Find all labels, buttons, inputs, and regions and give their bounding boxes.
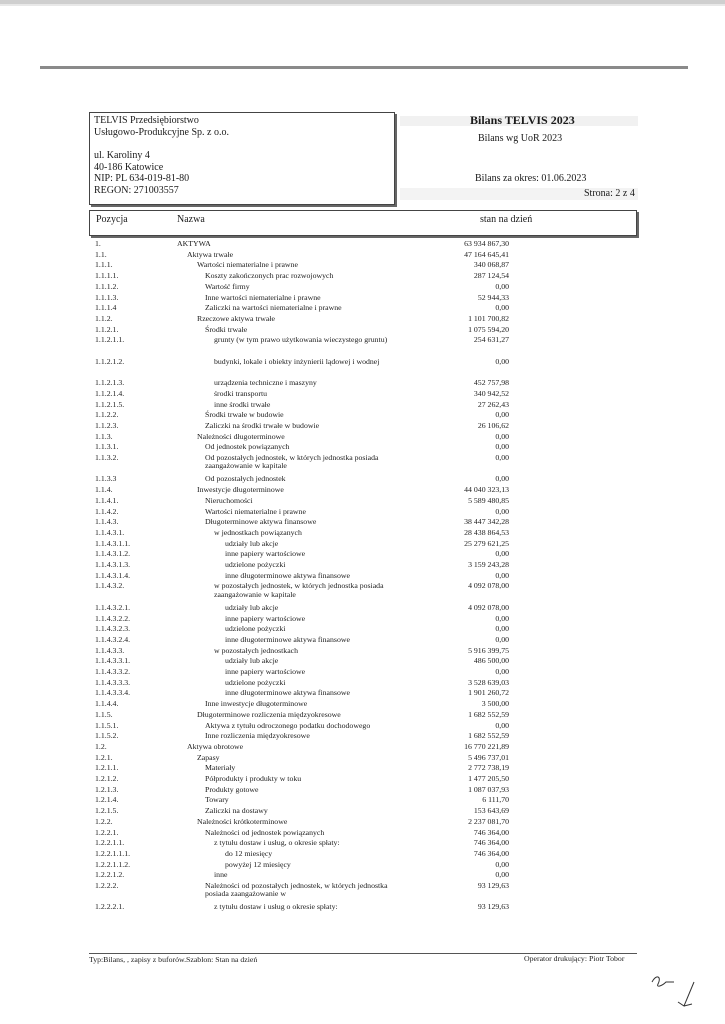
row-value: 254 631,27 (473, 335, 509, 345)
row-value: 0,00 (495, 356, 509, 366)
row-code: 1.1.4.3.3.4. (95, 688, 131, 698)
report-subtitle: Bilans wg UoR 2023 (478, 133, 563, 144)
row-code: 1.1.4.3. (95, 517, 119, 527)
row-name: Zapasy (197, 752, 220, 762)
row-code: 1.2.2.1. (95, 827, 119, 837)
row-name: Środki trwałe w budowie (205, 410, 284, 420)
row-code: 1.2.2.1.1.2. (95, 859, 131, 869)
row-code: 1.1. (95, 249, 107, 259)
row-code: 1.2.2.1.2. (95, 870, 125, 880)
row-code: 1.1.4.3.1.3. (95, 560, 131, 569)
row-code: 1.1.2.1.4. (95, 388, 125, 398)
row-code: 1.2.1.5. (95, 806, 119, 816)
row-name: Zaliczki na dostawy (205, 806, 268, 816)
row-value: 287 124,54 (473, 271, 509, 281)
row-value: 0,00 (495, 720, 509, 730)
row-code: 1.2.2. (95, 816, 113, 826)
row-name: w pozostałych jednostkach (214, 645, 299, 655)
row-name: inne papiery wartościowe (225, 667, 306, 676)
row-name: Towary (205, 795, 229, 805)
row-code: 1.1.4.4. (95, 699, 119, 709)
column-header (89, 210, 637, 236)
row-name: Inne inwestycje długoterminowe (205, 699, 308, 709)
row-name: udzielone pożyczki (225, 624, 286, 634)
row-name: udzielone pożyczki (225, 560, 286, 569)
row-name: Należności krótkoterminowe (197, 816, 288, 826)
row-code: 1.1.2.1.1. (95, 335, 125, 345)
row-name: Rzeczowe aktywa trwałe (197, 313, 275, 323)
row-value: 3 159 243,28 (468, 560, 509, 569)
company-name-line1: TELVIS Przedsiębiorstwo (94, 115, 199, 126)
row-code: 1.1.4.3.1.1. (95, 538, 131, 548)
row-name: Środki trwałe (205, 324, 248, 334)
row-name: inne długoterminowe aktywa finansowe (225, 688, 350, 698)
row-code: 1.1.4.2. (95, 506, 119, 516)
row-code: 1.1.4.1. (95, 495, 119, 505)
row-value: 0,00 (495, 859, 509, 869)
row-name: Inne wartości niematerialne i prawne (205, 292, 321, 302)
footer-template-info: Typ:Bilans, , zapisy z buforów.Szablon: Stan na dzień (89, 955, 258, 964)
row-code: 1.1.4.3.2. (95, 581, 125, 591)
row-name: powyżej 12 miesięcy (225, 859, 291, 869)
row-name: udzielone pożyczki (225, 677, 286, 687)
row-name: w jednostkach powiązanych (214, 527, 302, 537)
row-name: Aktywa z tytułu odroczonego podatku dochodowego (205, 720, 371, 730)
row-name: udziały lub akcje (225, 602, 279, 612)
row-name: Wartości niematerialne i prawne (197, 260, 298, 270)
row-code: 1.1.4. (95, 485, 113, 495)
row-name: Wartości niematerialne i prawne (205, 506, 306, 516)
row-name: Należności od pozostałych jednostek, w których jednostka posiada zaangażowanie w (205, 881, 388, 899)
row-code: 1.2.2.1.1.1. (95, 848, 131, 858)
row-name: Nieruchomości (205, 495, 253, 505)
row-value: 0,00 (495, 474, 509, 484)
row-name: z tytułu dostaw i usług, o okresie spłaty: (214, 838, 340, 848)
row-name: środki transportu (214, 388, 268, 398)
row-code: 1.2.1.4. (95, 795, 119, 805)
row-code: 1.1.5. (95, 709, 113, 719)
row-value: 1 087 037,93 (468, 784, 509, 794)
row-name: Zaliczki na środki trwałe w budowie (205, 420, 320, 430)
page-number: Strona: 2 z 4 (584, 188, 635, 199)
row-value: 3 528 639,03 (468, 677, 509, 687)
row-name: budynki, lokale i obiekty inżynierii lądowej i wodnej (214, 356, 380, 366)
row-value: 340 942,52 (473, 388, 509, 398)
row-code: 1.2.2.2.1. (95, 902, 125, 912)
row-name: Koszty zakończonych prac rozwojowych (205, 271, 334, 281)
row-value: 1 682 552,59 (468, 731, 509, 741)
row-value: 452 757,98 (473, 378, 509, 388)
row-value: 0,00 (495, 453, 509, 462)
row-code: 1.1.4.3.3.2. (95, 667, 131, 676)
row-name: Produkty gotowe (205, 784, 259, 794)
row-code: 1.1.3.1. (95, 442, 119, 452)
row-value: 0,00 (495, 667, 509, 676)
row-name: Wartość firmy (205, 281, 250, 291)
row-value: 47 164 645,41 (464, 249, 509, 259)
row-name: Półprodukty i produkty w toku (205, 774, 302, 783)
row-code: 1.2.2.1.1. (95, 838, 125, 848)
row-name: Od jednostek powiązanych (205, 442, 290, 452)
row-code: 1.1.2.3. (95, 420, 119, 430)
row-code: 1.1.2. (95, 313, 113, 323)
company-regon: REGON: 271003557 (94, 184, 179, 196)
row-value: 0,00 (495, 431, 509, 441)
row-name: Od pozostałych jednostek (205, 474, 286, 484)
row-code: 1.1.1.2. (95, 281, 119, 291)
row-value: 4 092 078,00 (468, 581, 509, 591)
row-value: 44 040 323,13 (464, 485, 509, 495)
row-value: 93 129,63 (477, 881, 509, 890)
row-value: 38 447 342,28 (464, 517, 509, 527)
row-name: urządzenia techniczne i maszyny (214, 378, 317, 388)
check-mark (676, 980, 698, 1010)
row-code: 1.1.4.3.2.4. (95, 634, 131, 644)
footer-operator: Operator drukujący: Piotr Tobor (524, 954, 625, 963)
row-name: Długoterminowe aktywa finansowe (205, 517, 317, 527)
row-value: 2 772 738,19 (468, 763, 509, 773)
row-name: Inwestycje długoterminowe (197, 485, 284, 495)
row-code: 1.2.1.3. (95, 784, 119, 794)
row-value: 52 944,33 (477, 292, 509, 302)
row-name: AKTYWA (177, 239, 211, 248)
row-name: z tytułu dostaw i usług o okresie spłaty: (214, 902, 338, 912)
row-name: Materiały (205, 763, 236, 773)
row-code: 1.1.1.3. (95, 292, 119, 302)
row-value: 2 237 081,70 (468, 816, 509, 826)
column-value: stan na dzień (480, 214, 533, 225)
row-code: 1.2.2.2. (95, 881, 119, 890)
row-value: 0,00 (495, 613, 509, 623)
row-code: 1.1.1. (95, 260, 113, 270)
row-code: 1.1.2.1.5. (95, 399, 125, 409)
row-value: 0,00 (495, 506, 509, 516)
row-value: 746 364,00 (473, 848, 509, 858)
row-value: 340 068,87 (473, 260, 509, 270)
row-code: 1.1.2.1.3. (95, 378, 125, 388)
row-value: 0,00 (495, 870, 509, 880)
row-name: grunty (w tym prawo użytkowania wieczystego gruntu) (214, 335, 388, 345)
top-rule (40, 66, 688, 69)
row-name: inne papiery wartościowe (225, 613, 306, 623)
row-value: 3 500,00 (481, 699, 509, 709)
row-code: 1.1.3.3 (95, 474, 117, 484)
company-name-line2: Usługowo-Produkcyjne Sp. z o.o. (94, 126, 229, 138)
row-value: 4 092 078,00 (468, 602, 509, 612)
row-code: 1.1.4.3.1.2. (95, 549, 131, 559)
row-code: 1.1.4.3.2.3. (95, 624, 131, 634)
row-value: 26 106,62 (477, 420, 509, 430)
row-value: 0,00 (495, 549, 509, 559)
row-code: 1.1.1.4 (95, 303, 117, 313)
row-value: 1 901 260,72 (468, 688, 509, 698)
row-code: 1.1.4.3.1. (95, 527, 125, 537)
row-value: 153 643,69 (473, 806, 509, 816)
row-value: 0,00 (495, 570, 509, 580)
row-value: 93 129,63 (477, 902, 509, 912)
row-code: 1. (95, 239, 101, 248)
row-code: 1.1.5.1. (95, 720, 119, 730)
row-value: 5 916 399,75 (468, 645, 509, 655)
row-code: 1.1.2.1.2. (95, 356, 125, 366)
row-value: 1 075 594,20 (468, 324, 509, 334)
row-value: 486 500,00 (473, 656, 509, 666)
initials-signature (650, 972, 676, 990)
row-code: 1.1.4.3.2.1. (95, 602, 131, 612)
row-value: 0,00 (495, 442, 509, 452)
row-code: 1.1.5.2. (95, 731, 119, 741)
row-name: Inne rozliczenia międzyokresowe (205, 731, 310, 741)
row-code: 1.1.4.3.3.1. (95, 656, 131, 666)
row-name: do 12 miesięcy (225, 848, 273, 858)
row-code: 1.2.1.1. (95, 763, 119, 773)
row-value: 5 589 480,85 (468, 495, 509, 505)
column-name: Nazwa (177, 214, 205, 225)
report-title: Bilans TELVIS 2023 (470, 113, 575, 127)
row-value: 6 111,70 (482, 795, 509, 805)
row-name: Od pozostałych jednostek, w których jednostka posiada zaangażowanie w kapitale (205, 453, 379, 471)
row-name: Należności długoterminowe (197, 431, 285, 441)
row-name: udziały lub akcje (225, 656, 279, 666)
row-value: 25 279 621,25 (464, 538, 509, 548)
row-name: inne długoterminowe aktywa finansowe (225, 570, 350, 580)
row-code: 1.1.2.1. (95, 324, 119, 334)
row-name: w pozostałych jednostek, w których jednostka posiada zaangażowanie w kapitale (214, 581, 384, 599)
row-value: 5 496 737,01 (468, 752, 509, 762)
row-code: 1.1.4.3.1.4. (95, 570, 131, 580)
row-value: 0,00 (495, 410, 509, 420)
company-city: 40-186 Katowice (94, 161, 164, 173)
row-value: 746 364,00 (473, 827, 509, 837)
row-name: Długoterminowe rozliczenia międzyokresowe (197, 709, 341, 719)
row-value: 1 477 205,50 (468, 774, 509, 783)
row-name: udziały lub akcje (225, 538, 279, 548)
row-code: 1.1.4.3.3. (95, 645, 125, 655)
row-name: Należności od jednostek powiązanych (205, 827, 325, 837)
row-value: 1 682 552,59 (468, 709, 509, 719)
company-info-box (89, 112, 395, 205)
row-name: inne (214, 870, 228, 880)
row-name: inne długoterminowe aktywa finansowe (225, 634, 350, 644)
row-value: 28 438 864,53 (464, 527, 509, 537)
row-code: 1.1.2.2. (95, 410, 119, 420)
row-value: 0,00 (495, 281, 509, 291)
row-value: 0,00 (495, 634, 509, 644)
row-name: Aktywa obrotowe (187, 741, 244, 751)
company-nip: NIP: PL 634-019-81-80 (94, 173, 190, 184)
report-period: Bilans za okres: 01.06.2023 (475, 173, 587, 184)
row-code: 1.1.3. (95, 431, 113, 441)
row-name: Zaliczki na wartości niematerialne i prawne (205, 303, 342, 313)
row-name: Aktywa trwałe (187, 249, 234, 259)
row-code: 1.1.3.2. (95, 453, 119, 462)
row-value: 1 101 700,82 (468, 313, 509, 323)
row-name: inne środki trwałe (214, 399, 271, 409)
column-position: Pozycja (96, 214, 128, 225)
row-value: 0,00 (495, 624, 509, 634)
scan-edge-shadow (0, 4, 725, 6)
row-value: 27 262,43 (477, 399, 509, 409)
row-code: 1.1.4.3.3.3. (95, 677, 131, 687)
row-code: 1.1.1.1. (95, 271, 119, 281)
company-street: ul. Karoliny 4 (94, 150, 150, 161)
row-code: 1.1.4.3.2.2. (95, 613, 131, 623)
row-value: 16 770 221,89 (464, 741, 509, 751)
row-code: 1.2.1. (95, 752, 113, 762)
row-value: 63 934 867,30 (464, 239, 509, 248)
row-value: 746 364,00 (473, 838, 509, 848)
row-value: 0,00 (495, 303, 509, 313)
row-name: inne papiery wartościowe (225, 549, 306, 559)
row-code: 1.2.1.2. (95, 774, 119, 783)
row-code: 1.2. (95, 741, 107, 751)
